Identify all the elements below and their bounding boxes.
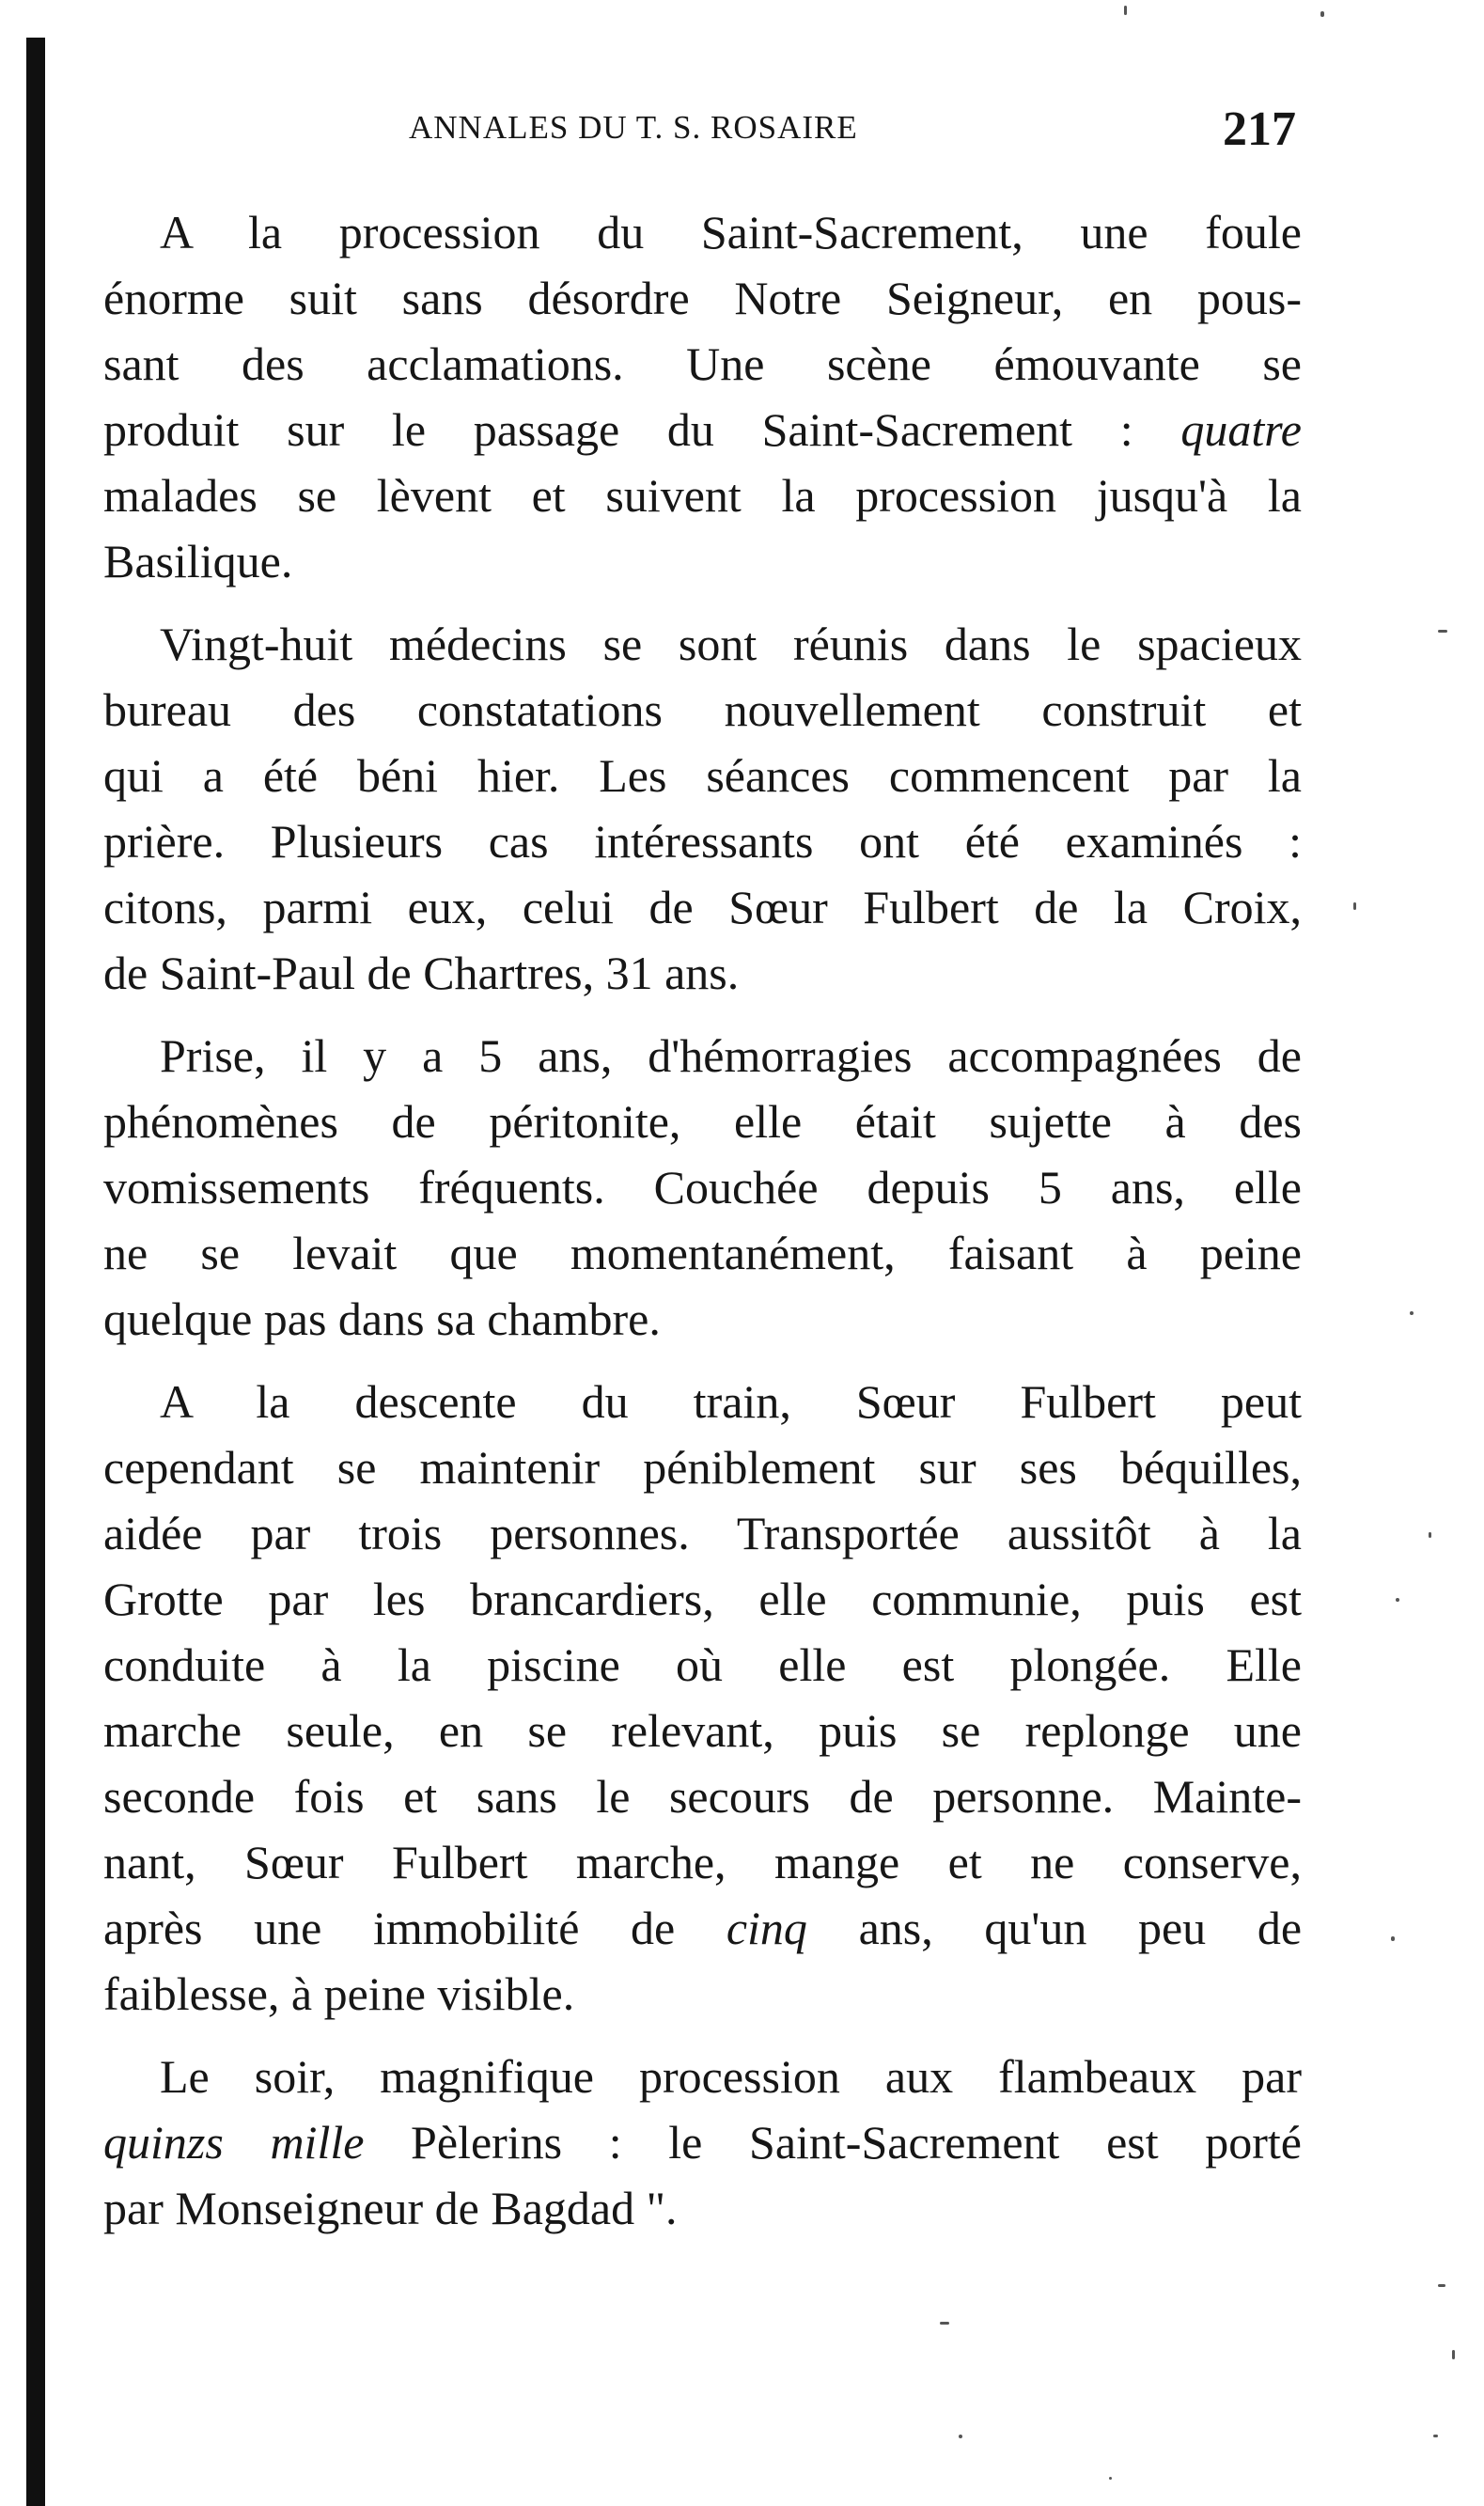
scan-speck: [1429, 1532, 1431, 1538]
italic-word: quatre: [1180, 403, 1302, 456]
text-line: sant des acclamations. Une scène émouvante se: [103, 337, 1302, 390]
text-line: Vingt-huit médecins se sont réunis dans le spacieux: [160, 618, 1302, 670]
italic-word: cinq: [726, 1902, 807, 1954]
text-line: Basilique.: [103, 535, 293, 587]
paragraph-2: [103, 611, 1302, 1006]
text-line: quelque pas dans sa chambre.: [103, 1292, 661, 1345]
scan-speck: [1353, 902, 1356, 910]
scan-speck: [1124, 6, 1127, 15]
text-line: ne se levait que momentanément, faisant à peine: [103, 1227, 1302, 1279]
paragraph-5: [103, 2044, 1302, 2241]
text-line: conduite à la piscine où elle est plongée. Elle: [103, 1638, 1302, 1691]
text-line: produit sur le passage du Saint-Sacrement : quatre: [103, 403, 1302, 456]
running-title: ANNALES DU T. S. ROSAIRE: [409, 109, 858, 146]
text-line: par Monseigneur de Bagdad ".: [103, 2182, 678, 2234]
scan-speck: [940, 2322, 949, 2325]
italic-word: quinzs mille: [103, 2116, 365, 2169]
text-line: nant, Sœur Fulbert marche, mange et ne conserve,: [103, 1836, 1302, 1888]
scan-speck: [1452, 2350, 1455, 2359]
text-line: Le soir, magnifique procession aux flambeaux par: [160, 2050, 1302, 2103]
page-header: [103, 102, 1296, 158]
text-line: Prise, il y a 5 ans, d'hémorragies accompagnées de: [160, 1029, 1302, 1082]
paragraph-3: [103, 1023, 1302, 1352]
text-line: vomissements fréquents. Couchée depuis 5 ans, elle: [103, 1161, 1302, 1214]
text-line: prière. Plusieurs cas intéressants ont été examinés :: [103, 815, 1302, 868]
page-number: 217: [1223, 102, 1296, 156]
text-line: seconde fois et sans le secours de personne. Mainte-: [103, 1770, 1302, 1823]
text-line: quinzs mille Pèlerins : le Saint-Sacrement est porté: [103, 2116, 1302, 2169]
scan-edge-bar: [26, 38, 45, 2506]
body-text: [103, 199, 1302, 2258]
text-line: A la descente du train, Sœur Fulbert peut: [160, 1375, 1302, 1428]
text-line: énorme suit sans désordre Notre Seigneur, en pous-: [103, 272, 1302, 324]
text-line: après une immobilité de cinq ans, qu'un peu de: [103, 1902, 1303, 1954]
scan-speck: [1438, 2284, 1445, 2287]
scan-speck: [1438, 630, 1447, 633]
text-line: qui a été béni hier. Les séances commencent par la: [103, 749, 1302, 802]
text-line: bureau des constatations nouvellement construit et: [103, 683, 1302, 736]
paragraph-1: [103, 199, 1302, 594]
text-line: Grotte par les brancardiers, elle communie, puis est: [103, 1573, 1302, 1625]
text-line: citons, parmi eux, celui de Sœur Fulbert de la Croix,: [103, 881, 1302, 933]
scan-speck: [1433, 2435, 1438, 2437]
scan-speck: [1396, 1598, 1399, 1602]
text-line: aidée par trois personnes. Transportée aussitôt à la: [103, 1507, 1302, 1559]
text-line: A la procession du Saint-Sacrement, une foule: [160, 206, 1302, 258]
text-line: malades se lèvent et suivent la procession jusqu'à la: [103, 469, 1302, 522]
text-line: cependant se maintenir péniblement sur ses béquilles,: [103, 1441, 1302, 1494]
scan-speck: [1320, 11, 1324, 17]
text-line: faiblesse, à peine visible.: [103, 1967, 575, 2020]
text-line: marche seule, en se relevant, puis se replonge une: [103, 1704, 1302, 1757]
text-line: phénomènes de péritonite, elle était sujette à des: [103, 1095, 1302, 1148]
scan-speck: [1391, 1936, 1395, 1941]
scan-speck: [1109, 2477, 1112, 2480]
scan-speck: [959, 2435, 962, 2438]
scan-speck: [1410, 1311, 1414, 1315]
paragraph-4: [103, 1369, 1302, 2027]
text-line: de Saint-Paul de Chartres, 31 ans.: [103, 947, 740, 999]
